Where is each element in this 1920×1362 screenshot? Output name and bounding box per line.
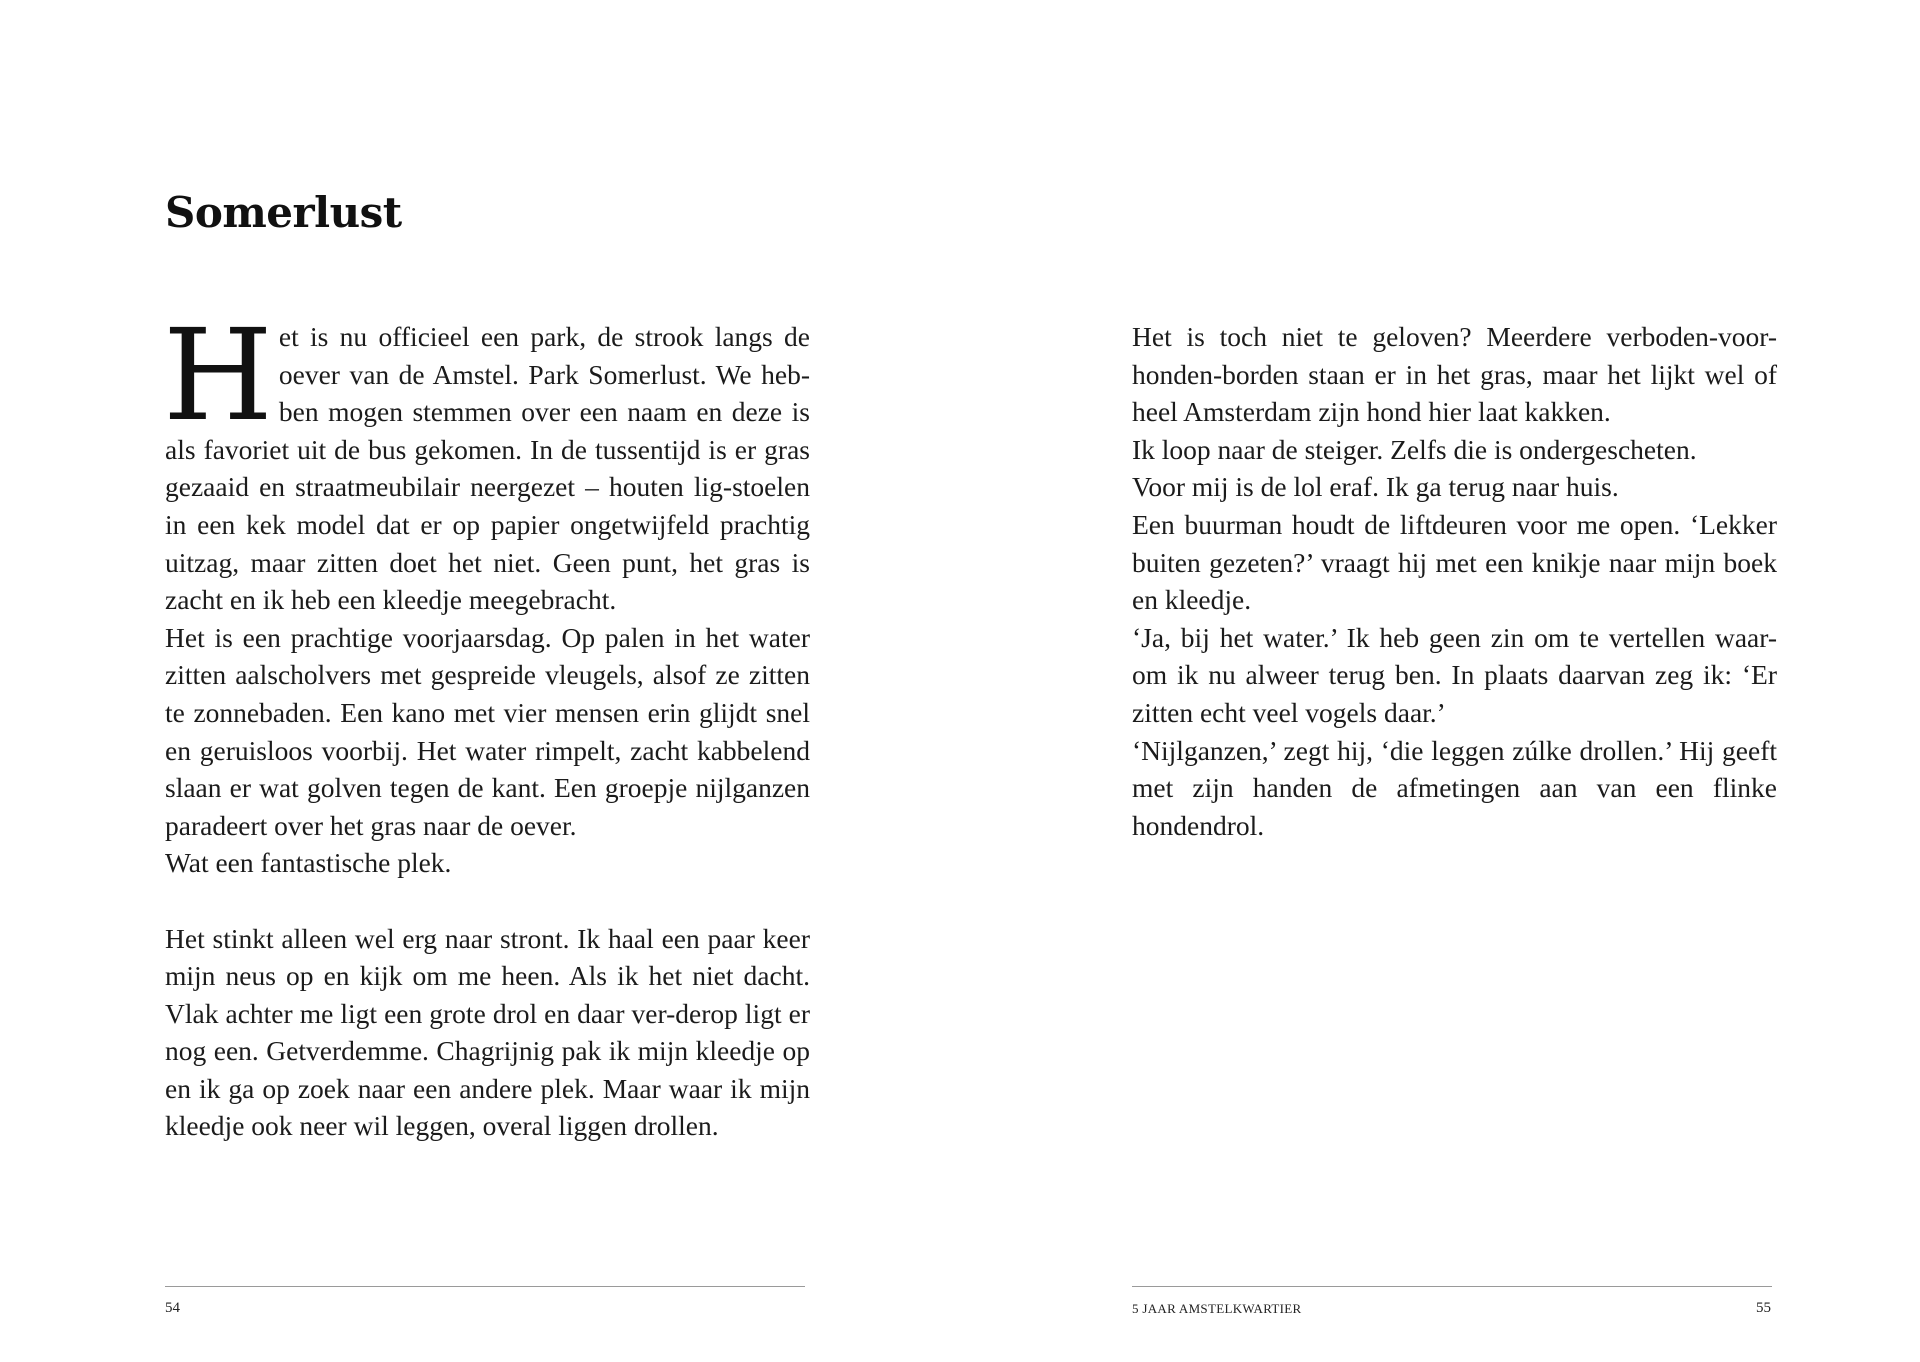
- paragraph: Een buurman houdt de liftdeuren voor me open. ‘Lekker buiten gezeten?’ vraagt hij met een knikje naar mijn boek en kleedje.: [1132, 508, 1777, 616]
- paragraph: Wat een fantastische plek.: [165, 847, 452, 879]
- page-number: 54: [165, 1300, 180, 1316]
- paragraph: Het is toch niet te geloven? Meerdere verboden-voor-honden-borden staan er in het gras, maar het lijkt wel of heel Amsterdam zijn hond hier laat kakken.: [1132, 321, 1777, 428]
- paragraph: [163, 302, 810, 619]
- paragraph: Voor mij is de lol eraf. Ik ga terug naar huis.: [1132, 471, 1619, 503]
- paragraph: Het stinkt alleen wel erg naar stront. Ik haal een paar keer mijn neus op en kijk om me heen. Als ik het niet dacht. Vlak achter me ligt een grote drol en daar ver-derop ligt er nog een. Getverdemme. Chagrijnig pak ik mijn kleedje op en ik ga op zoek naar een andere plek. Maar waar ik mijn kleedje ook neer wil leggen, overal liggen drollen.: [165, 922, 810, 1142]
- drop-cap: H: [163, 302, 273, 449]
- footer-rule: [165, 1286, 805, 1287]
- left-text-column: [163, 302, 810, 1145]
- page-number: 55: [1756, 1300, 1771, 1316]
- paragraph: Het is een prachtige voorjaarsdag. Op palen in het water zitten aalscholvers met gespreide vleugels, alsof ze zitten te zonnebaden. Een kano met vier mensen erin glijdt snel en geruisloos voorbij. Het water rimpelt, zacht kabbelend slaan er wat golven tegen de kant. Een groepje nijlganzen paradeert over het gras naar de oever.: [165, 621, 810, 841]
- right-text-column: [1132, 318, 1777, 844]
- paragraph: ‘Ja, bij het water.’ Ik heb geen zin om te vertellen waar-om ik nu alweer terug ben. In plaats daarvan zeg ik: ‘Er zitten echt veel vogels daar.’: [1132, 621, 1777, 728]
- right-page: [960, 0, 1920, 1362]
- chapter-title: Somerlust: [165, 188, 402, 237]
- footer-rule: [1132, 1286, 1772, 1287]
- paragraph: ‘Nijlganzen,’ zegt hij, ‘die leggen zúlke drollen.’ Hij geeft met zijn handen de afmetingen aan van een flinke hondendrol.: [1132, 734, 1777, 841]
- paragraph: Ik loop naar de steiger. Zelfs die is ondergescheten.: [1132, 433, 1697, 465]
- paragraph-text: et is nu officieel een park, de strook langs de oever van de Amstel. Park Somerlust. We heb-ben mogen stemmen over een naam en deze is als favoriet uit de bus gekomen. In de tussentijd is er gras gezaaid en straatmeubilair neergezet – houten lig-stoelen in een kek model dat er op papier ongetwijfeld prachtig uitzag, maar zitten doet het niet. Geen punt, het gras is zacht en ik heb een kleedje meegebracht.: [165, 321, 810, 616]
- running-head: 5 JAAR AMSTELKWARTIER: [1132, 1301, 1302, 1316]
